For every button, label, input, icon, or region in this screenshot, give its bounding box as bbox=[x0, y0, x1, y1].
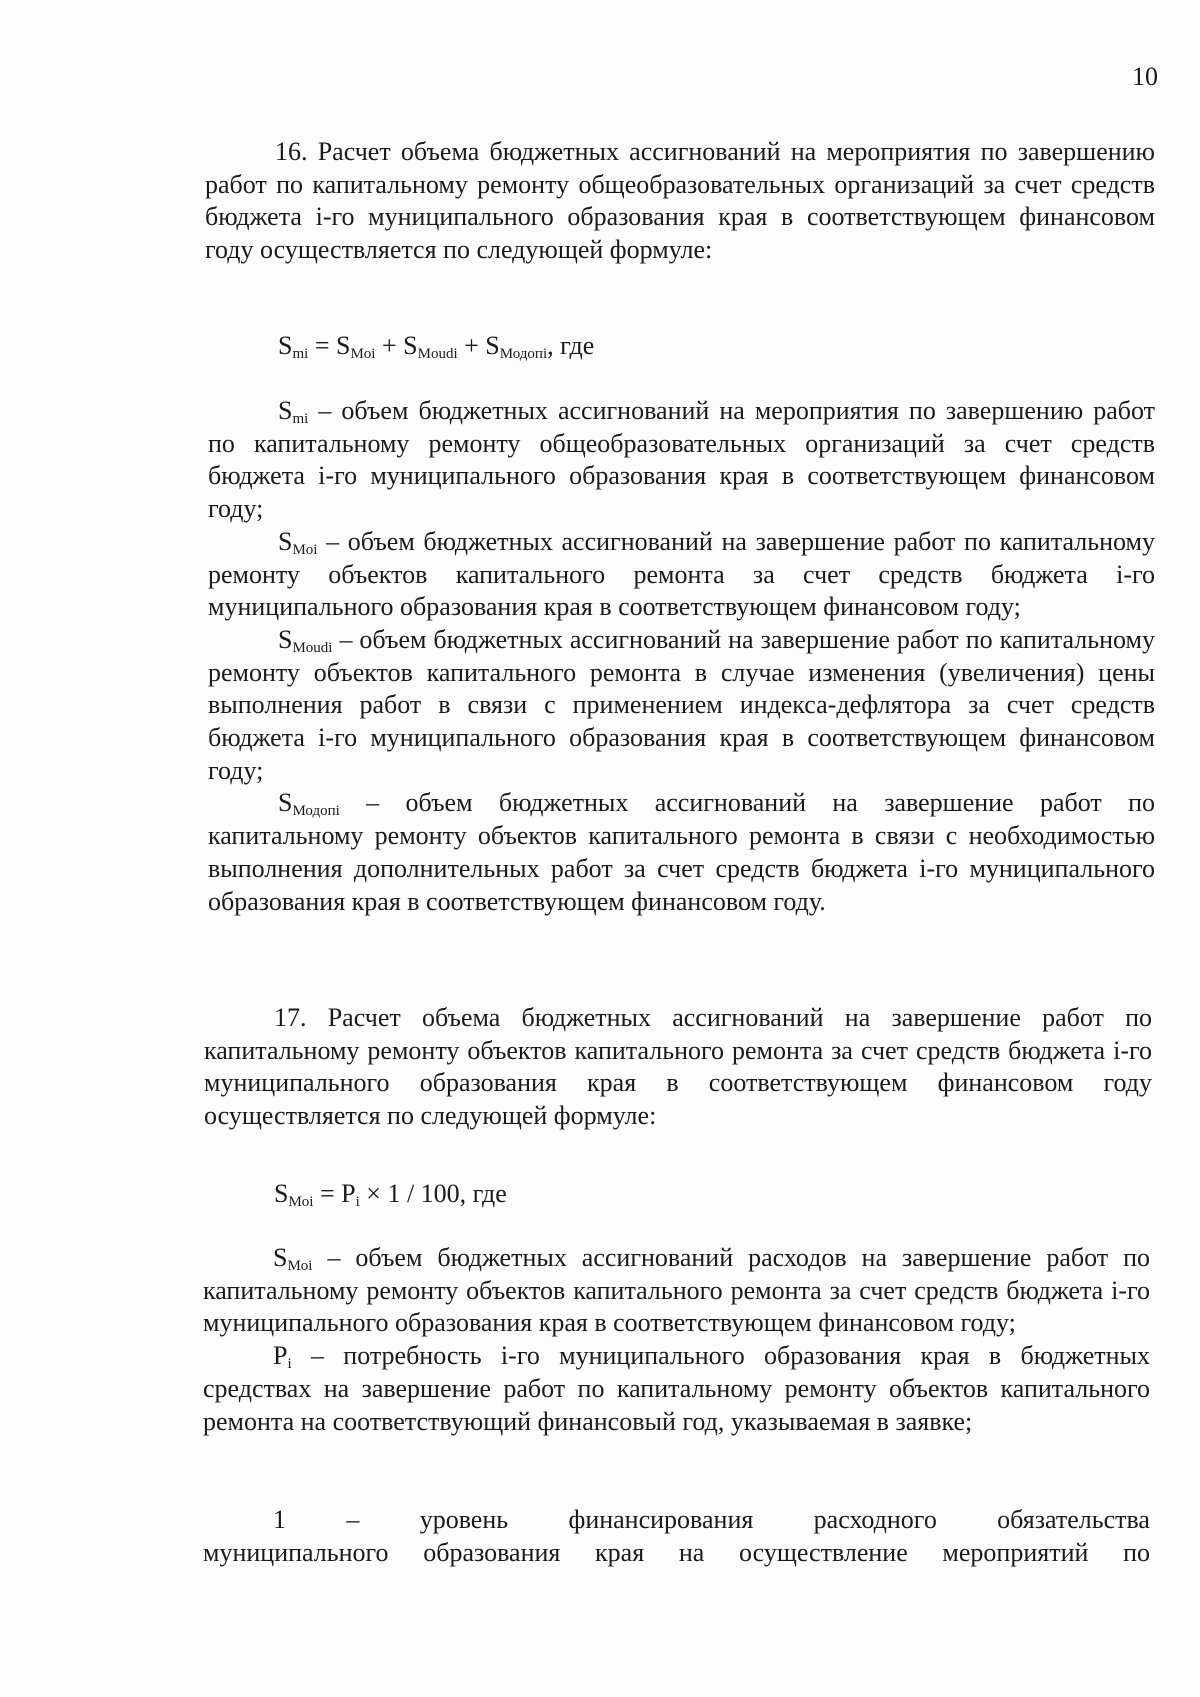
item-word: обязательства bbox=[997, 1505, 1150, 1534]
formula-operator: = bbox=[308, 331, 336, 360]
section-16-intro bbox=[205, 136, 1155, 267]
formula-subscript: mi bbox=[292, 346, 309, 362]
definition-subscript: Moi bbox=[287, 1258, 313, 1274]
definition-text: – потребность i-го муниципального образования края в бюджетных средствах на завершение работ по капитальному ремонту объектов капитального ремонта на соответствующий финансовый год, указываемая в заявке; bbox=[203, 1341, 1150, 1436]
definition-text: – объем бюджетных ассигнований на завершение работ по капитальному ремонту объектов капитального ремонта в случае изменения (увеличения) цены выполнения работ в связи с применением индекса-дефлятора за счет средств бюджета i-го муниципального образования края в соответствующем финансовом году; bbox=[208, 624, 1155, 785]
formula-s-mi bbox=[278, 330, 594, 362]
definition-symbol: S bbox=[278, 526, 293, 556]
definition-symbol: P bbox=[273, 1341, 288, 1371]
section-17-last-item bbox=[203, 1504, 1150, 1569]
definition-paragraph bbox=[208, 624, 1155, 788]
definition-text: – объем бюджетных ассигнований на завершение работ по капитальному ремонту объектов капитального ремонта за счет средств бюджета i-го муниципального образования края в соответствующем финансовом году; bbox=[208, 526, 1155, 622]
definition-paragraph bbox=[208, 395, 1155, 526]
definition-symbol: S bbox=[273, 1243, 288, 1272]
item-word: уровень bbox=[419, 1505, 509, 1534]
definition-subscript: Moi bbox=[292, 541, 318, 558]
item-number: 1 bbox=[273, 1505, 286, 1534]
justified-line bbox=[203, 1537, 1150, 1570]
definition-paragraph bbox=[208, 787, 1155, 918]
definition-text: – объем бюджетных ассигнований на мероприятия по завершению работ по капитальному ремонту общеобразовательных организаций за счет средств бюджета i-го муниципального образования края в соответствующем финансовом году; bbox=[208, 396, 1155, 524]
justified-line bbox=[203, 1504, 1150, 1537]
formula-operator: + bbox=[375, 331, 404, 360]
section-17-intro bbox=[204, 1002, 1152, 1133]
formula-subscript: Moi bbox=[288, 1194, 314, 1210]
page-number: 10 bbox=[1132, 62, 1158, 91]
formula-s-moi bbox=[274, 1178, 507, 1210]
definition-paragraph bbox=[203, 1242, 1150, 1340]
item-word: финансирования bbox=[568, 1505, 754, 1534]
definition-symbol: S bbox=[278, 788, 293, 818]
formula-subscript: Moi bbox=[350, 346, 376, 362]
formula-tail: , где bbox=[547, 331, 595, 360]
definition-subscript: mi bbox=[292, 411, 309, 427]
definition-paragraph bbox=[203, 1340, 1150, 1438]
formula-subscript: Moudi bbox=[417, 346, 458, 362]
formula-symbol: S bbox=[403, 331, 418, 360]
item-dash: – bbox=[346, 1505, 360, 1534]
formula-subscript: Модопi bbox=[499, 346, 548, 362]
definition-symbol: S bbox=[278, 624, 293, 654]
item-word: расходного bbox=[813, 1505, 937, 1534]
paragraph: 16. Расчет объема бюджетных ассигнований на мероприятия по завершению работ по капитальному ремонту общеобразовательных организаций за счет средств бюджета i-го муниципального образования края в соответствующем финансовом году осуществляется по следующей формуле: bbox=[205, 137, 1155, 265]
formula-tail: × 1 / 100, где bbox=[359, 1179, 507, 1208]
section-17-definitions bbox=[203, 1242, 1150, 1438]
formula-symbol: S bbox=[335, 331, 351, 360]
formula-symbol: S bbox=[274, 1179, 289, 1208]
formula-symbol: S bbox=[485, 331, 500, 360]
definition-paragraph bbox=[208, 526, 1155, 624]
section-16-definitions bbox=[208, 395, 1155, 918]
definition-subscript: Moudi bbox=[292, 639, 333, 656]
definition-text: – объем бюджетных ассигнований расходов на завершение работ по капитальному ремонту объектов капитального ремонта за счет средств бюджета i-го муниципального образования края в соответствующем финансовом году; bbox=[203, 1243, 1150, 1338]
definition-symbol: S bbox=[278, 396, 293, 425]
definition-text: – объем бюджетных ассигнований на завершение работ по капитальному ремонту объектов капитального ремонта в связи с необходимостью выполнения дополнительных работ за счет средств бюджета i-го муниципального образования края в соответствующем финансовом году. bbox=[208, 788, 1155, 916]
definition-subscript: Модопi bbox=[292, 803, 340, 820]
paragraph: 17. Расчет объема бюджетных ассигнований на завершение работ по капитальному ремонту объектов капитального ремонта за счет средств бюджета i-го муниципального образования края в соответствующем финансовом году осуществляется по следующей формуле: bbox=[204, 1003, 1152, 1131]
formula-subscript: i bbox=[355, 1194, 360, 1210]
line-text: муниципального образования края на осуществление мероприятий по bbox=[203, 1537, 1150, 1567]
formula-operator: + bbox=[457, 331, 486, 360]
formula-symbol: S bbox=[278, 331, 293, 360]
formula-operator: = bbox=[313, 1179, 342, 1208]
definition-subscript: i bbox=[287, 1356, 292, 1373]
formula-symbol: P bbox=[341, 1179, 356, 1208]
